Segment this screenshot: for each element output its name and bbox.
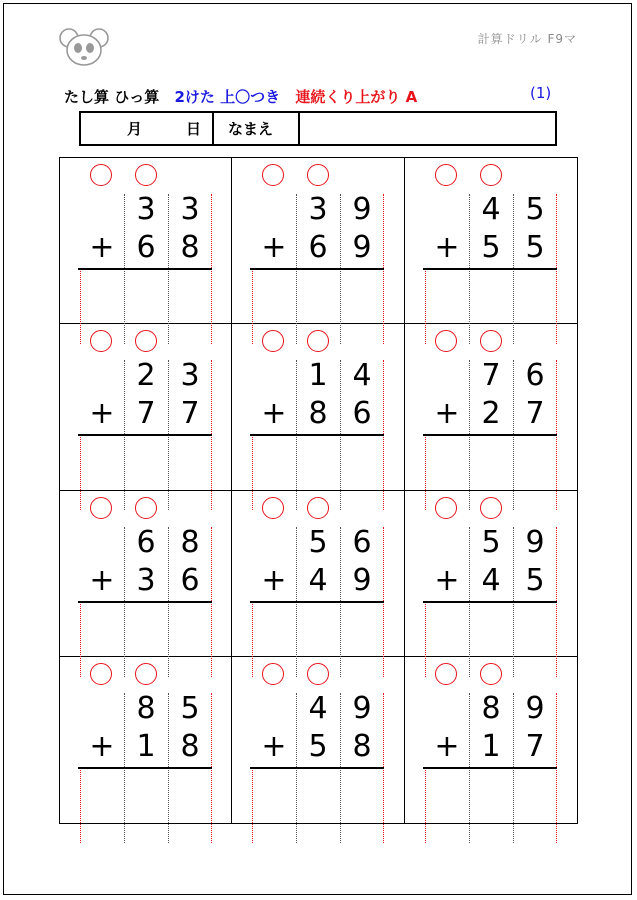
plus-sign: + bbox=[261, 230, 287, 265]
addend2-tens-digit: 1 bbox=[481, 728, 501, 764]
carry-circle-tens[interactable] bbox=[435, 663, 457, 685]
carry-circle-ones[interactable] bbox=[135, 497, 157, 519]
sum-line bbox=[250, 268, 384, 270]
plus-sign: + bbox=[434, 396, 460, 432]
carry-circle-ones[interactable] bbox=[307, 663, 329, 685]
addend2-tens-digit: 7 bbox=[136, 396, 156, 432]
addend2-ones-digit: 6 bbox=[352, 396, 372, 432]
title-part-3: 連続くり上がり A bbox=[295, 88, 418, 106]
carry-circle-ones[interactable] bbox=[307, 164, 329, 186]
plus-sign: + bbox=[89, 230, 115, 265]
problem-cell bbox=[232, 158, 405, 324]
sum-line bbox=[78, 434, 212, 436]
addend2-tens-digit: 4 bbox=[308, 562, 328, 598]
addend-ones-digit: 9 bbox=[525, 524, 545, 560]
addend-tens-digit: 4 bbox=[481, 192, 501, 227]
addend-tens-digit: 3 bbox=[136, 192, 156, 227]
name-field[interactable] bbox=[300, 113, 555, 144]
addend-tens-digit: 8 bbox=[136, 690, 156, 726]
info-box bbox=[79, 111, 557, 146]
problem-cell bbox=[232, 324, 405, 490]
addend2-ones-digit: 7 bbox=[525, 396, 545, 432]
carry-circle-ones[interactable] bbox=[480, 663, 502, 685]
answer-guide-line bbox=[252, 767, 253, 843]
carry-circle-tens[interactable] bbox=[262, 330, 284, 352]
addend-tens-digit: 5 bbox=[308, 524, 328, 560]
addend-ones-digit: 6 bbox=[352, 524, 372, 560]
addend-tens-digit: 8 bbox=[481, 690, 501, 726]
addend-ones-digit: 4 bbox=[352, 358, 372, 394]
carry-circle-tens[interactable] bbox=[435, 330, 457, 352]
addend-ones-digit: 5 bbox=[180, 690, 200, 726]
sheet-number: (1) bbox=[530, 84, 552, 102]
addend2-tens-digit: 4 bbox=[481, 562, 501, 598]
addend-ones-digit: 5 bbox=[525, 192, 545, 227]
carry-circle-tens[interactable] bbox=[90, 497, 112, 519]
carry-circle-tens[interactable] bbox=[435, 497, 457, 519]
problem-cell bbox=[60, 491, 232, 657]
plus-sign: + bbox=[89, 728, 115, 764]
addend-tens-digit: 4 bbox=[308, 690, 328, 726]
addend-ones-digit: 9 bbox=[352, 690, 372, 726]
sum-line bbox=[250, 434, 384, 436]
addend-ones-digit: 9 bbox=[525, 690, 545, 726]
plus-sign: + bbox=[261, 562, 287, 598]
plus-sign: + bbox=[434, 728, 460, 764]
sum-line bbox=[78, 601, 212, 603]
title-part-1: たし算 ひっ算 bbox=[64, 88, 160, 106]
addend-ones-digit: 9 bbox=[352, 192, 372, 227]
addend2-ones-digit: 8 bbox=[180, 230, 200, 265]
addend2-ones-digit: 7 bbox=[180, 396, 200, 432]
problem-cell bbox=[405, 158, 577, 324]
addend2-ones-digit: 5 bbox=[525, 562, 545, 598]
addend2-tens-digit: 2 bbox=[481, 396, 501, 432]
carry-circle-ones[interactable] bbox=[480, 497, 502, 519]
addend2-tens-digit: 1 bbox=[136, 728, 156, 764]
carry-circle-ones[interactable] bbox=[480, 164, 502, 186]
addend-tens-digit: 2 bbox=[136, 358, 156, 394]
addend2-ones-digit: 6 bbox=[180, 562, 200, 598]
addend-ones-digit: 8 bbox=[180, 524, 200, 560]
problem-cell bbox=[232, 657, 405, 823]
addend2-ones-digit: 8 bbox=[180, 728, 200, 764]
title-part-2: 2けた 上〇つき bbox=[174, 88, 281, 106]
carry-circle-ones[interactable] bbox=[480, 330, 502, 352]
carry-circle-tens[interactable] bbox=[262, 497, 284, 519]
problem-grid bbox=[59, 157, 578, 824]
sum-line bbox=[423, 767, 557, 769]
brand-label: 計算ドリル F9マ bbox=[477, 32, 577, 46]
carry-circle-ones[interactable] bbox=[135, 663, 157, 685]
answer-guide-line bbox=[425, 767, 426, 843]
sum-line bbox=[78, 767, 212, 769]
carry-circle-tens[interactable] bbox=[90, 164, 112, 186]
bear-face-icon bbox=[58, 26, 110, 68]
addend2-tens-digit: 3 bbox=[136, 562, 156, 598]
name-label: なまえ bbox=[214, 113, 300, 144]
problem-cell bbox=[232, 491, 405, 657]
plus-sign: + bbox=[434, 562, 460, 598]
problem-cell bbox=[60, 324, 232, 490]
problem-cell bbox=[60, 657, 232, 823]
carry-circle-tens[interactable] bbox=[90, 663, 112, 685]
plus-sign: + bbox=[89, 562, 115, 598]
day-label: 日 bbox=[186, 120, 202, 138]
sum-line bbox=[423, 268, 557, 270]
addend2-ones-digit: 9 bbox=[352, 230, 372, 265]
carry-circle-ones[interactable] bbox=[307, 497, 329, 519]
sum-line bbox=[250, 767, 384, 769]
sum-line bbox=[423, 434, 557, 436]
addend2-tens-digit: 6 bbox=[308, 230, 328, 265]
addend2-ones-digit: 5 bbox=[525, 230, 545, 265]
problem-cell bbox=[405, 657, 577, 823]
answer-guide-line bbox=[80, 767, 81, 843]
addend-tens-digit: 7 bbox=[481, 358, 501, 394]
addend2-ones-digit: 9 bbox=[352, 562, 372, 598]
problem-cell bbox=[405, 324, 577, 490]
addend-tens-digit: 5 bbox=[481, 524, 501, 560]
addend-tens-digit: 1 bbox=[308, 358, 328, 394]
problem-cell bbox=[60, 158, 232, 324]
addend2-tens-digit: 6 bbox=[136, 230, 156, 265]
carry-circle-tens[interactable] bbox=[435, 164, 457, 186]
sum-line bbox=[423, 601, 557, 603]
worksheet-title bbox=[64, 86, 417, 107]
addend2-tens-digit: 8 bbox=[308, 396, 328, 432]
plus-sign: + bbox=[261, 396, 287, 432]
addend-ones-digit: 3 bbox=[180, 358, 200, 394]
addend-tens-digit: 6 bbox=[136, 524, 156, 560]
sum-line bbox=[78, 268, 212, 270]
addend-ones-digit: 3 bbox=[180, 192, 200, 227]
plus-sign: + bbox=[261, 728, 287, 764]
carry-circle-ones[interactable] bbox=[135, 330, 157, 352]
addend-tens-digit: 3 bbox=[308, 192, 328, 227]
plus-sign: + bbox=[89, 396, 115, 432]
date-field[interactable] bbox=[81, 113, 214, 144]
plus-sign: + bbox=[434, 230, 460, 265]
month-label: 月 bbox=[127, 120, 143, 138]
addend2-ones-digit: 8 bbox=[352, 728, 372, 764]
carry-circle-tens[interactable] bbox=[90, 330, 112, 352]
carry-circle-tens[interactable] bbox=[262, 663, 284, 685]
carry-circle-ones[interactable] bbox=[307, 330, 329, 352]
addend-ones-digit: 6 bbox=[525, 358, 545, 394]
problem-cell bbox=[405, 491, 577, 657]
carry-circle-tens[interactable] bbox=[262, 164, 284, 186]
addend2-tens-digit: 5 bbox=[481, 230, 501, 265]
sum-line bbox=[250, 601, 384, 603]
carry-circle-ones[interactable] bbox=[135, 164, 157, 186]
addend2-ones-digit: 7 bbox=[525, 728, 545, 764]
addend2-tens-digit: 5 bbox=[308, 728, 328, 764]
